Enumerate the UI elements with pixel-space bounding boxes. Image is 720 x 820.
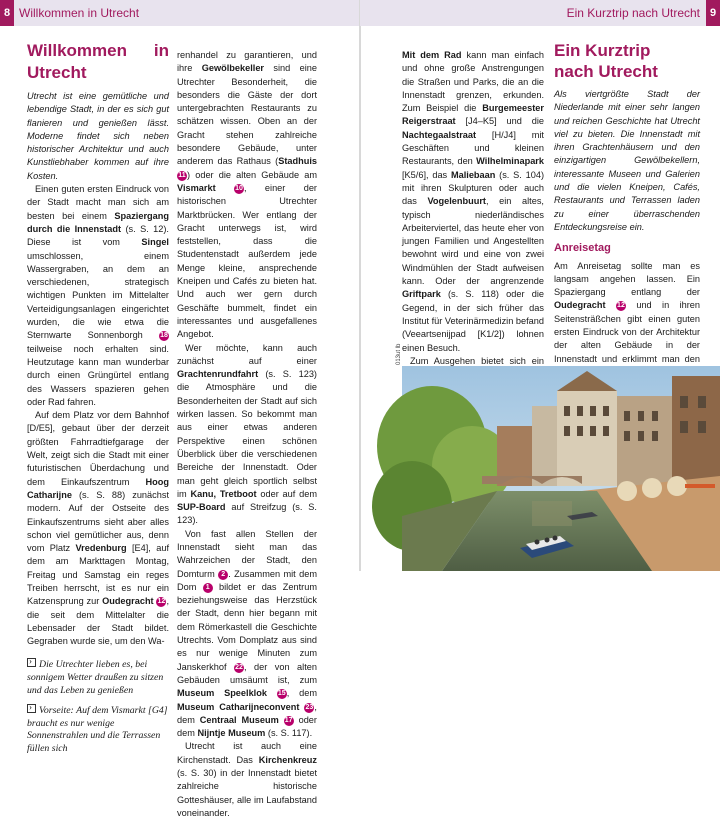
map-marker-badge[interactable]: 22 [235,663,243,671]
paragraph: Utrecht ist auch eine Kirchenstadt. Das Kirchenkreuz (s. S. 30) in der Innenstadt bietet zahlreiche historische Gotteshäuser, alle im Laufabstand voneinander. [177,741,317,818]
map-marker-badge[interactable]: 15 [277,690,286,698]
column-1 [27,40,169,756]
map-marker-badge[interactable]: 18 [160,332,168,340]
paragraph: Von fast allen Stellen der Innenstadt sieht man das Wahrzeichen der Stadt, den Domturm 2 . Zusammen mit dem Dom 1 bildet er das Zentrum beziehungsweise das Herzstück der Stadt, denn hier begann mit dem Römerkastell die Geschichte Utrechts. Vom Domplatz aus sind es nur wenige Minuten zum Janskerkhof 22, der von alten Gebäuden umsäumt ist, zum Museum Speelklok 15, dem Museum Catharijneconvent 23, dem Centraal Museum 17 oder dem Nijntje Museum (s. S. 117). [177,528,318,739]
paragraph: Am Anreisetag sollte man es langsam angehen lassen. Ein Spaziergang entlang der Oudegracht 12 und in ihren Seitensträßchen gibt einen guten ersten Eindruck von der Architektur der alten Gebäude in der Innenstadt und erklimmt man den [554,260,700,420]
column-4 [554,40,700,419]
map-marker-badge[interactable]: 12 [617,302,625,310]
photo-credit: 013ut lb [396,343,402,365]
intro-paragraph: Utrecht ist eine gemütliche und lebendige Stadt, in der es sich gut flanieren und genießen lässt. Moderne findet sich neben historischer Architektur und auch Kunstliebhaber kommen auf ihre Kosten. [27,91,169,181]
page-number-right: 9 [706,0,720,26]
running-head-right: Ein Kurztrip nach Utrecht [566,6,700,20]
intro-paragraph: Als viertgrößte Stadt der Niederlande mit einer sehr langen und reichen Geschichte hat Utrecht viel zu bieten. Die Innenstadt mit ihren Grachtenhäusern und den einzigartigen Gewölbekellern, interessante Museen und Galerien und die vielen Kneipen, Cafés, Restaurants und Terrassen laden zu einer überraschenden Entdeckungsreise ein. [554,89,700,232]
subheading: Anreisetag [554,242,611,255]
map-marker-badge[interactable]: 1 [203,583,213,593]
paragraph: Mit dem Rad kann man einfach und ohne große Anstrengungen die Straßen und Parks, die an die Innenstadt grenzen, erkunden. Zum Beispiel die Burgemeester Reigerstraat [J4–K5] und die Nachtegaalstraat [H/J4] mit Geschäften und kleinen Restaurants, den Wilhelminapark [K5/6], das Maliebaan (s. S. 104) mit ihren Skulpturen oder auch das Vogelenbuurt, ein altes, typisch niederländisches Arbeiterviertel, das heute eher von jungen Familien und Angestellten bewohnt wird und eine von zwei Windmühlen der Stadt aufweisen kann. Oder der angrenzende Griftpark (s. S. 118) oder die Gegend, in der sich früher das Institut für Veterinärmedizin befand (Veeartsenijpad [K1/2]) lohnen einen Besuch. [402,50,545,353]
left-page [0,0,360,818]
map-marker-badge[interactable]: 2 [218,570,228,580]
paragraph: Einen guten ersten Eindruck von der Stadt macht man sich am besten bei einem Spaziergang durch die Innenstadt (s. S. 12). Diese ist vom Singel umschlossen, einem Wassergraben, an dem an verschiedenen, strategisch wichtigen Punkten im Mittelalter Verteidigungsanlagen eingerichtet wurden, die wie etwa die Sternwarte Sonnenborgh 18 teilweise noch erhalten sind. Heutzutage kann man wunderbar durch einen Grüngürtel entlang des Wassers spazieren gehen oder Rad fahren. [27,184,169,407]
utrecht-canal-illustration [402,366,720,571]
paragraph: Wer möchte, kann auch zunächst auf einer Grachtenrundfahrt (s. S. 123) die Atmosphäre und die Besonderheiten der Stadt auf sich wirken lassen. So bekommt man aus einer etwas anderen Perspektive einen schönen Überblick über die verschiedenen Bereiche der Innenstadt. Oder man geht gleich sportlich selbst im Kanu, Tretboot oder auf dem SUP-Board auf Streifzug (s. S. 123). [177,342,317,526]
paragraph: renhandel zu garantieren, und ihre Gewölbekeller sind eine Utrechter Besonderheit, die besonders die Gäste der dort untergebrachten Restaurants zu schätzen wissen. Oben an der Gracht stehen zahlreiche besondere Gebäude, unter anderem das Rathaus (Stadhuis 11) oder die alten Gebäude am Vismarkt 10, einer der historischen Utrechter Marktbrücken. Wer entlang der Gracht unterwegs ist, wird feststellen, dass die Studentenstadt außerdem jede Menge kleine, ansprechende Kneipen und Cafés zu bieten hat. Und auch wer gern durch Geschäfte bummelt, findet ein interessantes und ausgefallenes Angebot. [177,50,317,340]
caption-arrow-icon [27,658,36,667]
section-heading: Ein Kurztrip nach Utrecht [554,41,658,81]
running-head-left: Willkommen in Utrecht [19,6,140,20]
canal-photo [402,366,720,571]
map-marker-badge[interactable]: 17 [284,716,293,724]
map-marker-badge[interactable]: 12 [157,598,166,606]
caption-arrow-icon [27,704,36,713]
map-marker-badge[interactable]: 23 [305,703,314,711]
column-2 [177,49,317,820]
map-marker-badge[interactable]: 11 [178,171,186,179]
map-marker-badge[interactable]: 10 [235,184,243,192]
photo-caption: ›Die Utrechter lieben es, bei sonnigem Wetter draußen zu sitzen und das Leben zu genießen [27,658,169,697]
paragraph: Auf dem Platz vor dem Bahnhof [D/E5], gebaut über der derzeit größten Fahrradtiefgarage der Welt, zeigt sich die Stadt mit einer futuristischen Überdachung und dem Einkaufszentrum Hoog Catharijne (s. S. 88) zunächst modern. Auf der Ostseite des Einkaufszentrums sieht aber alles schon viel gemütlicher aus, denn vom Platz Vredenburg [E4], auf dem am Markttagen Montag, Freitag und Samstag ein reges Treiben herrscht, ist es nur ein Katzensprung zur Oudegracht 12, die seit dem Mittelalter die Lebensader der Stadt bildet. Gegraben wurde sie, um den Wa- [27,410,169,647]
article-heading: Willkommen in Utrecht [27,41,169,82]
paragraph: Zum Ausgehen bietet sich ein [410,355,544,366]
page-number-left: 8 [0,0,14,26]
photo-caption: ›Vorseite: Auf dem Vismarkt [G4] braucht es nur wenige Sonnenstrahlen und die Terrassen füllen sich [27,704,169,756]
